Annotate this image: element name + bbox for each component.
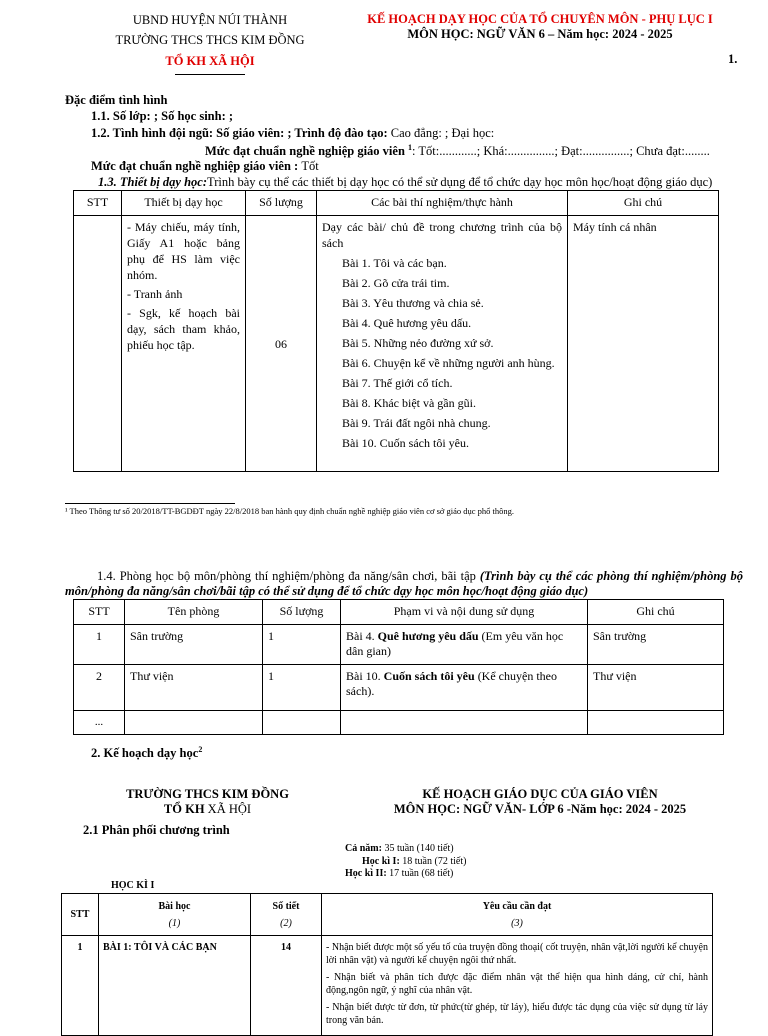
plan-school-name: TRƯỜNG THCS KIM ĐỒNG — [126, 787, 289, 801]
rooms-table — [73, 599, 724, 735]
header-right — [320, 11, 760, 42]
lesson-header: Bài học — [158, 901, 191, 912]
col-header: Số lượng — [246, 191, 317, 216]
scope-cell — [341, 625, 588, 665]
col-header: Tên phòng — [125, 600, 263, 625]
lesson-item: Bài 6. Chuyện kể về những người anh hùng. — [342, 356, 555, 370]
summary-hk2 — [345, 868, 466, 881]
header-left — [60, 11, 360, 75]
requirement-item: - Nhận biết được từ đơn, từ phức(từ ghép, từ láy), hiểu được tác dụng của việc sử dụng từ láy trong văn bản. — [326, 1002, 708, 1026]
col-header — [251, 894, 322, 936]
situation-heading: Đặc điểm tình hình — [65, 93, 168, 107]
plan-subtitle: MÔN HỌC: NGỮ VĂN- LỚP 6 -Năm học: 2024 - 2025 — [393, 802, 687, 816]
plan-dept-bold: TỔ KH — [163, 802, 208, 816]
hk2-label: Học kì II: — [345, 868, 390, 879]
requirements-header-num: (3) — [511, 918, 523, 929]
equipment-item: - Tranh ảnh — [127, 287, 183, 301]
note-cell: Thư viện — [588, 665, 724, 711]
room-name-cell: Thư viện — [125, 665, 263, 711]
rooms-label: 1.4. Phòng học bộ môn/phòng thí nghiệm/phòng đa năng/sân chơi, bãi tập — [97, 569, 480, 583]
footnote-ref: 1 — [408, 143, 413, 152]
section-number: 1. — [728, 52, 738, 66]
authority-name: UBND HUYỆN NÚI THÀNH — [132, 13, 288, 27]
lesson-item: Bài 5. Những nẻo đường xứ sở. — [342, 336, 494, 350]
scope-lesson: Quê hương yêu dấu — [377, 629, 479, 643]
room-name-cell — [125, 711, 263, 735]
standard-label: Mức đạt chuẩn nghề nghiệp giáo viên — [205, 144, 409, 159]
section2-text: 2. Kế hoạch dạy học — [91, 746, 199, 761]
note-cell — [588, 711, 724, 735]
periods-header-num: (2) — [280, 918, 292, 929]
requirement-item: - Nhận biết và phân tích được đặc điểm nhân vật thể hiện qua hình dáng, cử chỉ, hành động,ngôn ngữ, ý nghĩ của nhân vật. — [326, 972, 708, 996]
document-title: KẾ HOẠCH DẠY HỌC CỦA TỔ CHUYÊN MÔN - PHỤ LỤC I — [367, 12, 713, 26]
note-cell: Sân trường — [588, 625, 724, 665]
stt-cell: 1 — [62, 936, 99, 1036]
lesson-item: Bài 3. Yêu thương và chia sẻ. — [342, 296, 484, 310]
table-header-row — [62, 894, 713, 936]
col-header: STT — [74, 600, 125, 625]
table-header-row — [74, 600, 724, 625]
equipment-desc: Trình bày cụ thể các thiết bị dạy học có thể sử dụng để tổ chức dạy học môn học/hoạt động giáo dục) — [207, 175, 713, 189]
table-row — [74, 665, 724, 711]
footnote-ref-2: 2 — [198, 745, 203, 754]
requirements-cell — [322, 936, 713, 1036]
periods-cell: 14 — [251, 936, 322, 1036]
document-subtitle: MÔN HỌC: NGỮ VĂN 6 – Năm học: 2024 - 2025 — [407, 27, 673, 41]
plan-header-right — [350, 787, 730, 817]
plan-title: KẾ HOẠCH GIÁO DỤC CỦA GIÁO VIÊN — [422, 787, 658, 801]
requirements-header: Yêu cầu cần đạt — [482, 901, 552, 912]
rooms-paragraph — [65, 569, 743, 599]
col-header: STT — [62, 894, 99, 936]
equipment-cell — [122, 216, 246, 472]
table-header-row — [74, 191, 719, 216]
quantity-cell — [263, 711, 341, 735]
table-row — [62, 936, 713, 1036]
curriculum-table — [61, 893, 713, 1036]
schedule-summary — [345, 843, 466, 881]
footnote-separator — [65, 503, 235, 504]
col-header — [99, 894, 251, 936]
equipment-label: 1.3. Thiết bị dạy học: — [98, 175, 208, 189]
lesson-item: Bài 8. Khác biệt và gần gũi. — [342, 396, 476, 410]
plan-dept-normal: XÃ HỘI — [207, 802, 252, 816]
col-header: Thiết bị dạy học — [122, 191, 246, 216]
footnote: ¹ Theo Thông tư số 20/2018/TT-BGDĐT ngày 22/8/2018 ban hành quy định chuẩn nghề nghiệp giáo viên cơ sở giáo dục phổ thông. — [65, 506, 515, 516]
training-label: ; Trình độ đào tạo: — [284, 126, 391, 140]
scope-post: (Em yêu văn học dân gian) — [346, 629, 564, 658]
lesson-item: Bài 9. Trái đất ngôi nhà chung. — [342, 416, 491, 430]
semester-title: HỌC KÌ I — [111, 880, 155, 891]
lessons-cell — [317, 216, 568, 472]
col-header: Ghi chú — [588, 600, 724, 625]
lesson-item: Bài 10. Cuốn sách tôi yêu. — [342, 436, 469, 450]
equipment-table — [73, 190, 719, 472]
scope-lesson: Cuốn sách tôi yêu — [383, 669, 475, 683]
summary-hk1 — [345, 856, 466, 869]
class-count-line: 1.1. Số lớp: ; Số học sinh: ; — [91, 109, 234, 123]
standard-values: : Tốt:............; Khá:...............; Đạt:...............; Chưa đạt:........ — [412, 144, 710, 159]
lesson-item: Bài 7. Thế giới cổ tích. — [342, 376, 453, 390]
table-row — [74, 625, 724, 665]
equipment-item: - Sgk, kế hoạch bài dạy, sách tham khảo, phiếu học tập. — [127, 306, 240, 352]
standard-line-2 — [91, 159, 319, 174]
quantity-cell: 1 — [263, 625, 341, 665]
section2-heading — [91, 745, 202, 761]
table-row — [74, 711, 724, 735]
year-label: Cả năm: — [345, 843, 385, 854]
standard-value-2: Tốt — [301, 159, 319, 173]
note-cell: Máy tính cá nhân — [568, 216, 719, 472]
training-values: Cao đẳng: ; Đại học: — [390, 126, 495, 140]
plan-header-left — [95, 787, 320, 817]
stt-cell: 2 — [74, 665, 125, 711]
year-value: 35 tuần (140 tiết) — [384, 843, 454, 854]
hk1-value: 18 tuần (72 tiết) — [402, 855, 467, 867]
hk1-label: Học kì I: — [362, 855, 403, 867]
rooms-desc: (Trình bày cụ thể các phòng thí nghiệm/phòng bộ môn/phòng đa năng/sân chơi/bãi tập có thể sử dụng để tổ chức dạy học môn học/hoạt động giáo dục) — [65, 569, 743, 598]
stt-cell: 1 — [74, 625, 125, 665]
scope-cell — [341, 711, 588, 735]
equipment-line — [98, 175, 738, 190]
requirement-item: - Nhận biết được một số yếu tố của truyện đồng thoại( cốt truyện, nhân vật,lời người kể chuyện lời nhân vật) và người kể chuyện ngôi thứ nhất. — [326, 942, 708, 966]
scope-pre: Bài 4. — [346, 629, 378, 643]
stt-cell — [74, 216, 122, 472]
scope-cell — [341, 665, 588, 711]
standard-label-2: Mức đạt chuẩn nghề nghiệp giáo viên : — [91, 159, 302, 173]
staff-line — [91, 126, 494, 141]
col-header: Số lượng — [263, 600, 341, 625]
lesson-item: Bài 2. Gõ cửa trái tim. — [342, 276, 450, 290]
scope-pre: Bài 10. — [346, 669, 384, 683]
table-row — [74, 216, 719, 472]
plan-department — [95, 802, 320, 817]
col-header — [322, 894, 713, 936]
col-header: STT — [74, 191, 122, 216]
staff-label: 1.2. Tình hình đội ngũ: Số giáo viên: — [91, 126, 285, 140]
distribution-heading: 2.1 Phân phối chương trình — [83, 823, 230, 837]
col-header: Các bài thí nghiệm/thực hành — [317, 191, 568, 216]
lesson-cell: BÀI 1: TÔI VÀ CÁC BẠN — [99, 936, 251, 1036]
scope-post: (Kể chuyện theo sách). — [346, 669, 557, 698]
periods-header: Số tiết — [272, 901, 300, 912]
col-header: Ghi chú — [568, 191, 719, 216]
equipment-item: - Máy chiếu, máy tính, Giấy A1 hoặc bảng phụ để HS làm việc nhóm. — [127, 220, 240, 282]
lesson-item: Bài 1. Tôi và các bạn. — [342, 256, 447, 270]
lessons-intro: Dạy các bài/ chủ đề trong chương trình của bộ sách — [322, 220, 562, 250]
standard-line — [205, 143, 710, 159]
quantity-cell: 1 — [263, 665, 341, 711]
room-name-cell: Sân trường — [125, 625, 263, 665]
summary-year — [345, 843, 466, 856]
school-name: TRƯỜNG THCS THCS KIM ĐỒNG — [115, 33, 305, 47]
hk2-value: 17 tuần (68 tiết) — [389, 868, 454, 879]
header-underline — [175, 74, 245, 75]
lesson-item: Bài 4. Quê hương yêu dấu. — [342, 316, 472, 330]
col-header: Phạm vi và nội dung sử dụng — [341, 600, 588, 625]
stt-cell: ... — [74, 711, 125, 735]
department-name: TỔ KH XÃ HỘI — [165, 54, 255, 68]
lesson-header-num: (1) — [168, 918, 181, 929]
quantity-cell: 06 — [246, 216, 317, 472]
